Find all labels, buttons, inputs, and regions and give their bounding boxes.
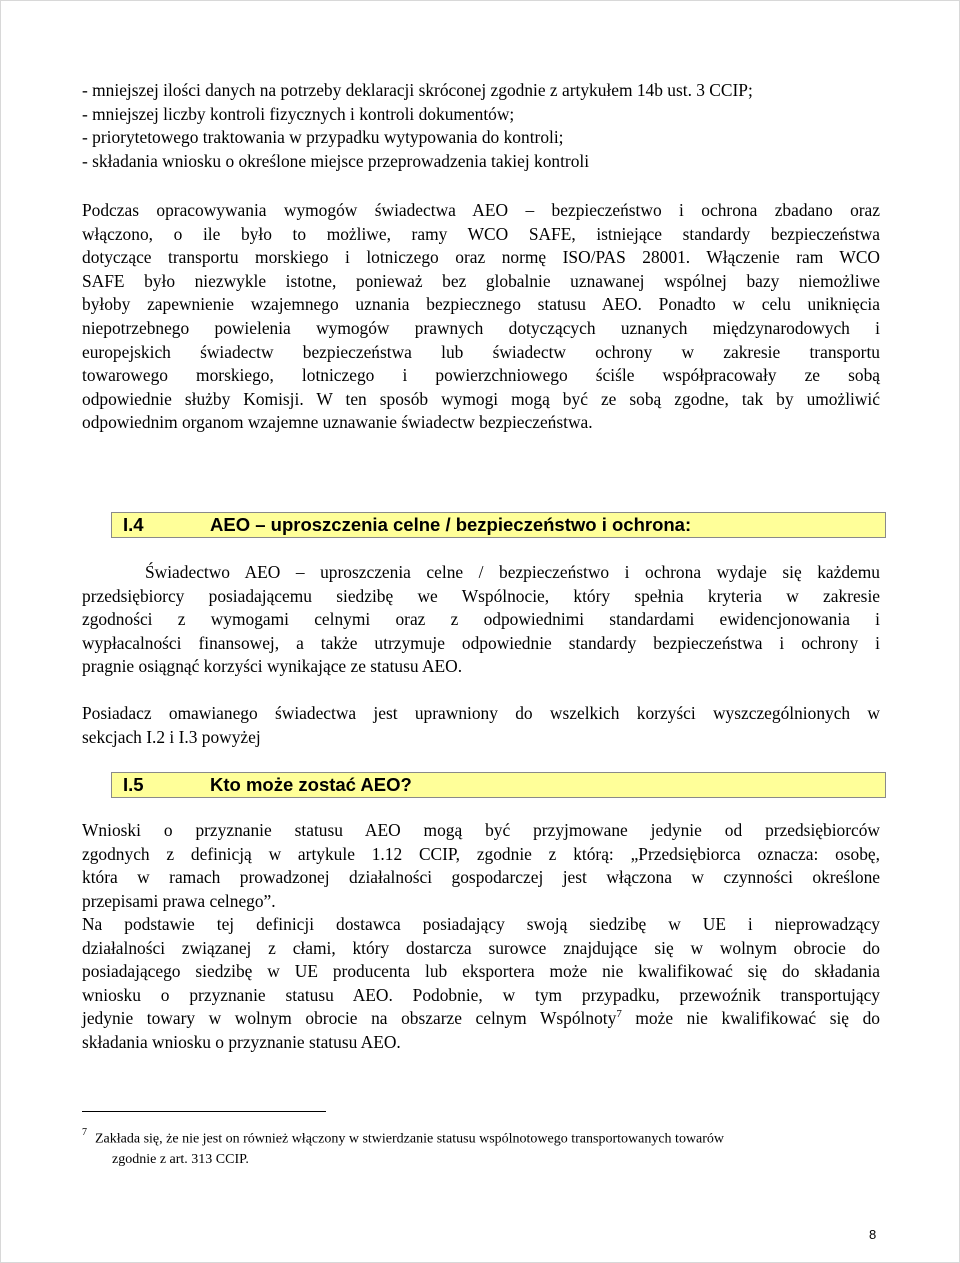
paragraph-line: składania wniosku o przyznanie statusu AEO. [82,1031,401,1052]
section-heading-i4 [111,512,886,538]
paragraph-line: Podczas opracowywania wymogów świadectwa AEO – bezpieczeństwo i ochrona zbadano oraz [82,200,880,220]
paragraph-definition [82,913,880,1055]
paragraph-line: zgodnych z definicją w artykule 1.12 CCIP, zgodnie z którą: „Przedsiębiorca oznacza: osobę, [82,843,880,864]
footnote [82,1125,882,1170]
paragraph-line: przedsiębiorcy posiadającemu siedzibę we Wspólnocie, który spełnia kryteria w zakresie [82,585,880,606]
paragraph-line: włączono, o ile było to możliwe, ramy WCO SAFE, istniejące standardy bezpieczeństwa [82,223,880,244]
paragraph-line: Na podstawie tej definicji dostawca posiadający swoją siedzibę w UE i nieprowadzący [82,914,880,934]
paragraph-line: sekcjach I.2 i I.3 powyżej [82,726,261,747]
paragraph-line: Wnioski o przyznanie statusu AEO mogą być przyjmowane jedynie od przedsiębiorców [82,820,880,840]
section-heading-i5 [111,772,886,798]
line-text: jedynie towary w wolnym obrocie na obszarze celnym Wspólnoty [82,1008,617,1029]
paragraph-line: przepisami prawa celnego”. [82,890,276,911]
paragraph-applications [82,819,880,913]
list-item: - mniejszej ilości danych na potrzeby deklaracji skróconej zgodnie z artykułem 14b ust. 3 CCIP; [82,80,753,100]
paragraph-line: posiadającego siedzibę w UE producenta lub eksportera może nie kwalifikować się do składania [82,961,880,982]
footnote-line [82,1125,882,1150]
footnote-line: zgodnie z art. 313 CCIP. [112,1151,249,1167]
paragraph-line: Posiadacz omawianego świadectwa jest uprawniony do wszelkich korzyści wyszczególnionych w [82,703,880,723]
list-item: - mniejszej liczby kontroli fizycznych i kontroli dokumentów; [82,103,515,124]
paragraph-wco-safe [82,199,880,435]
paragraph-line: Świadectwo AEO – uproszczenia celne / bezpieczeństwo i ochrona wydaje się każdemu [145,562,880,582]
footnote-number: 7 [82,1127,87,1138]
paragraph-line: zgodności z wymogami celnymi oraz z odpowiednimi standardami ewidencjonowania i [82,609,880,630]
line-text: może nie kwalifikować się do [621,1008,881,1029]
paragraph-holder [82,702,880,749]
paragraph-aeo-certificate [82,561,880,679]
paragraph-line: pragnie osiągnąć korzyści wynikające ze statusu AEO. [82,656,463,677]
paragraph-line: dotyczące transportu morskiego i lotniczego oraz normę ISO/PAS 28001. Włączenie ram WCO [82,247,880,268]
section-number: I.4 [123,514,144,535]
paragraph-line: byłoby zapewnienie wzajemnego uznania bezpiecznego statusu AEO. Ponadto w celu uniknięcia [82,294,880,315]
footnote-text: Zakłada się, że nie jest on również włączony w stwierdzanie statusu wspólnotowego transportowanych towarów [95,1131,725,1147]
paragraph-line: która w ramach prowadzonej działalności gospodarczej jest włączona w czynności określone [82,867,880,888]
paragraph-line: towarowego morskiego, lotniczego i powierzchniowego ściśle współpracowały ze sobą [82,365,880,386]
benefits-list [82,79,880,173]
footnote-reference: 7 [616,1008,622,1021]
list-item: - składania wniosku o określone miejsce przeprowadzenia takiej kontroli [82,150,590,171]
paragraph-line: wniosku o przyznanie statusu AEO. Podobnie, w tym przypadku, przewoźnik transportujący [82,984,880,1005]
section-title: Kto może zostać AEO? [210,774,412,795]
paragraph-line: niepotrzebnego powielenia wymogów prawnych dotyczących uznanych międzynarodowych i [82,317,880,338]
list-item: - priorytetowego traktowania w przypadku wytypowania do kontroli; [82,127,564,148]
paragraph-line: odpowiednim organom wzajemne uznawanie świadectw bezpieczeństwa. [82,412,593,433]
paragraph-line: europejskich świadectw bezpieczeństwa lub świadectw ochrony w zakresie transportu [82,341,880,362]
section-title: AEO – uproszczenia celne / bezpieczeństwo i ochrona: [210,514,692,535]
section-number: I.5 [123,774,144,795]
paragraph-line [82,1007,880,1031]
paragraph-line: wypłacalności finansowej, a także utrzymuje odpowiednie standardy bezpieczeństwa i ochrony i [82,632,880,653]
paragraph-line: odpowiednie służby Komisji. W ten sposób wymogi mogą być ze sobą zgodne, tak by umożliwić [82,388,880,409]
page-number: 8 [869,1227,877,1242]
footnote-divider [82,1111,326,1112]
paragraph-line: działalności związanej z cłami, który dostarcza surowce znajdujące się w wolnym obrocie do [82,937,880,958]
paragraph-line: SAFE było niezwykle istotne, ponieważ bez globalnie uznawanej wspólnej bazy niemożliwe [82,270,880,291]
